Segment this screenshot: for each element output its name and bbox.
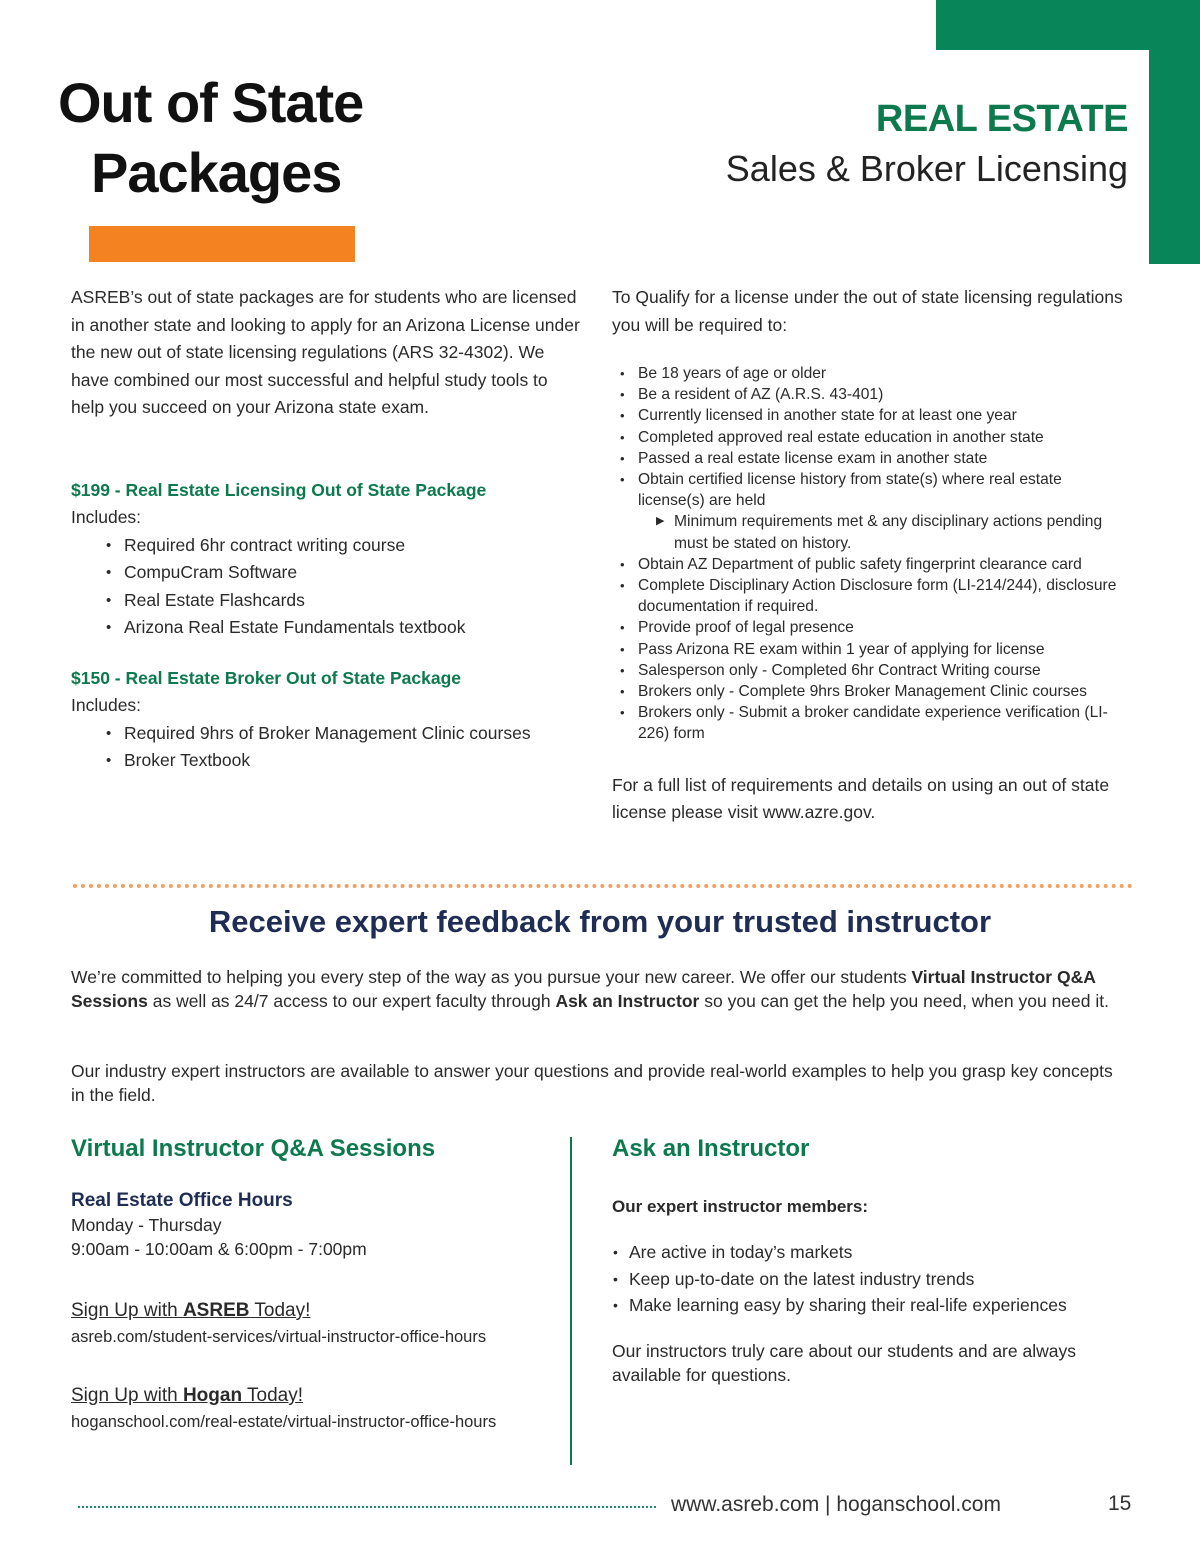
- text-run: Today!: [242, 1385, 303, 1406]
- feedback-paragraph-1: [71, 965, 1131, 1013]
- page-number: 15: [1108, 1492, 1132, 1515]
- list-item: • Be 18 years of age or older: [612, 363, 1132, 384]
- office-hours-title: Real Estate Office Hours: [71, 1190, 293, 1211]
- list-item: • CompuCram Software: [71, 559, 583, 587]
- list-item: • Are active in today’s markets: [612, 1239, 1132, 1266]
- list-item: • Salesperson only - Completed 6hr Contract Writing course: [612, 660, 1132, 681]
- list-item: • Completed approved real estate education in another state: [612, 427, 1132, 448]
- requirements-list: [612, 363, 1132, 745]
- includes-label: Includes:: [71, 695, 142, 715]
- list-item: • Required 6hr contract writing course: [71, 532, 583, 560]
- virtual-heading: Virtual Instructor Q&A Sessions: [71, 1135, 436, 1162]
- section-divider: [73, 884, 1133, 888]
- list-item: • Brokers only - Submit a broker candidate experience verification (LI-226) form: [612, 702, 1132, 744]
- qualify-column: [612, 284, 1132, 827]
- text-bold: Virtual Instructor Q&A Sessions: [71, 967, 1096, 1011]
- list-item: • Brokers only - Complete 9hrs Broker Management Clinic courses: [612, 681, 1132, 702]
- page-title-line2: Packages: [91, 141, 342, 204]
- feedback-heading: Receive expert feedback from your trusted instructor: [208, 904, 992, 939]
- includes-label: Includes:: [71, 507, 142, 527]
- signup-asreb-link[interactable]: [71, 1298, 561, 1324]
- intro-text: ASREB’s out of state packages are for students who are licensed in another state and looking to apply for an Arizona License under the new out of state licensing regulations (ARS 32-4302). We have combined our most successful and helpful study tools to help you succeed on your Arizona state exam.: [71, 287, 580, 417]
- package-title: $150 - Real Estate Broker Out of State Package: [71, 667, 462, 688]
- list-item: • Provide proof of legal presence: [612, 617, 1132, 638]
- list-item: • Be a resident of AZ (A.R.S. 43-401): [612, 384, 1132, 405]
- list-item: • Real Estate Flashcards: [71, 587, 583, 615]
- list-item: • Pass Arizona RE exam within 1 year of applying for license: [612, 639, 1132, 660]
- package-items: [71, 720, 583, 775]
- green-corner-bar-top: [936, 0, 1200, 50]
- list-item: • Obtain certified license history from state(s) where real estate license(s) are held: [612, 469, 1132, 511]
- orange-accent-bar: [89, 226, 355, 262]
- asreb-url[interactable]: asreb.com/student-services/virtual-instructor-office-hours: [71, 1328, 487, 1346]
- list-item: • Keep up-to-date on the latest industry trends: [612, 1266, 1132, 1293]
- brand-title: REAL ESTATE: [875, 98, 1128, 140]
- list-item: • Arizona Real Estate Fundamentals textbook: [71, 614, 583, 642]
- column-separator: [570, 1137, 572, 1465]
- list-item: • Make learning easy by sharing their real-life experiences: [612, 1292, 1132, 1319]
- office-hours: 9:00am - 10:00am & 6:00pm - 7:00pm: [71, 1239, 367, 1259]
- page-title-line1: Out of State: [58, 71, 364, 134]
- package-title: $199 - Real Estate Licensing Out of State Package: [71, 479, 487, 500]
- virtual-sessions-column: [71, 1135, 561, 1435]
- footer-divider: [78, 1506, 656, 1508]
- qualify-footer: For a full list of requirements and details on using an out of state license please visit www.azre.gov.: [612, 774, 1110, 823]
- footer-websites: www.asreb.com | hoganschool.com: [671, 1493, 1001, 1516]
- brand-name: ASREB: [182, 1300, 250, 1321]
- text-run: so you can get the help you need, when you need it.: [699, 991, 1109, 1011]
- ask-closing: Our instructors truly care about our students and are always available for questions.: [612, 1340, 1076, 1385]
- members-list: [612, 1239, 1132, 1319]
- text-run: We’re committed to helping you every step of the way as you pursue your new career. We offer our students: [71, 967, 912, 987]
- package-items: [71, 532, 583, 642]
- members-label: Our expert instructor members:: [612, 1197, 869, 1216]
- intro-column: [71, 284, 583, 775]
- hogan-url[interactable]: hoganschool.com/real-estate/virtual-instructor-office-hours: [71, 1413, 497, 1431]
- list-item: • Currently licensed in another state for at least one year: [612, 405, 1132, 426]
- list-item: • Passed a real estate license exam in another state: [612, 448, 1132, 469]
- list-item: • Obtain AZ Department of public safety fingerprint clearance card: [612, 554, 1132, 575]
- green-corner-bar-side: [1149, 50, 1200, 264]
- text-run: Sign Up with: [71, 1300, 183, 1321]
- list-item: • Broker Textbook: [71, 747, 583, 775]
- text-run: as well as 24/7 access to our expert faculty through: [147, 991, 556, 1011]
- brand-subtitle: Sales & Broker Licensing: [725, 148, 1128, 189]
- office-days: Monday - Thursday: [71, 1215, 222, 1235]
- text-bold: Ask an Instructor: [555, 991, 700, 1011]
- qualify-intro: To Qualify for a license under the out of state licensing regulations you will be required to:: [612, 287, 1123, 335]
- ask-heading: Ask an Instructor: [612, 1135, 810, 1162]
- list-item: • Complete Disciplinary Action Disclosure form (LI-214/244), disclosure documentation if required.: [612, 575, 1132, 617]
- text-run: Sign Up with: [71, 1385, 183, 1406]
- brand-name: Hogan: [182, 1385, 243, 1406]
- list-item: • Required 9hrs of Broker Management Clinic courses: [71, 720, 583, 748]
- text-run: Today!: [249, 1300, 311, 1321]
- ask-instructor-column: [612, 1135, 1132, 1387]
- list-subitem: ▶ Minimum requirements met & any disciplinary actions pending must be stated on history.: [612, 511, 1132, 553]
- feedback-paragraph-2: Our industry expert instructors are available to answer your questions and provide real-world examples to help you grasp key concepts in the field.: [71, 1061, 1113, 1105]
- signup-hogan-link[interactable]: [71, 1383, 561, 1409]
